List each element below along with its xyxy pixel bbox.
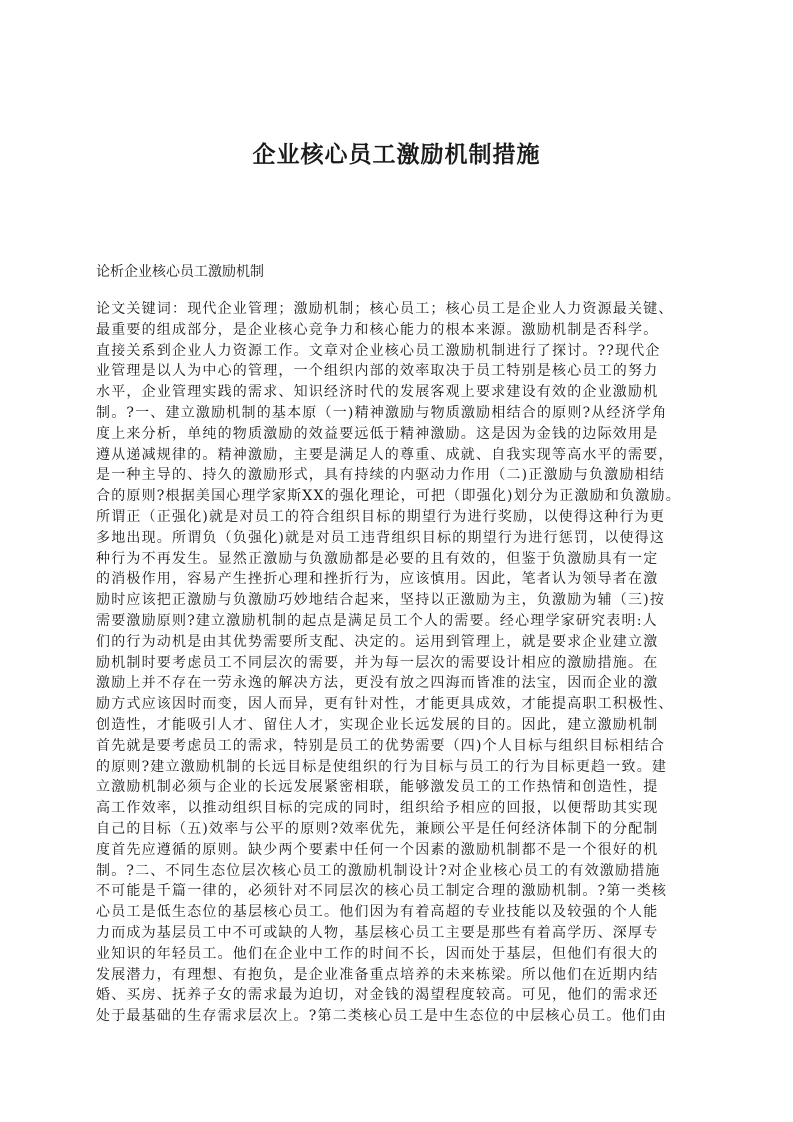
body-text-line: 心员工是低生态位的基层核心员工。他们因为有着高超的专业技能以及较强的个人能 xyxy=(96,904,659,921)
body-text-line: 励方式应该因时而变，因人而异，更有针对性，才能更具成效，才能提高职工积极性、 xyxy=(96,696,674,713)
body-text-line: 处于最基础的生存需求层次上。?第二类核心员工是中生态位的中层核心员工。他们由 xyxy=(96,1008,668,1025)
body-text-line: 多地出现。所谓负（负强化)就是对员工违背组织目标的期望行为进行惩罚，以使得这 xyxy=(96,529,666,546)
body-text-line: 自己的目标（五)效率与公平的原则?效率优先，兼顾公平是任何经济体制下的分配制 xyxy=(96,821,659,837)
body-text-line: 婚、买房、抚养子女的需求最为迫切，对金钱的渴望程度较高。可见，他们的需求还 xyxy=(96,987,659,1004)
body-text-line: 的消极作用，容易产生挫折心理和挫折行为，应该慎用。因此，笔者认为领导者在激 xyxy=(96,571,659,588)
body-text-line: 发展潜力，有理想、有抱负，是企业准备重点培养的未来栋梁。所以他们在近期内结 xyxy=(96,966,659,983)
body-text-line: 激励上并不存在一劳永逸的解决方法，更没有放之四海而皆准的法宝，因而企业的激 xyxy=(96,675,659,692)
body-text-line: 直接关系到企业人力资源工作。文章对企业核心员工激励机制进行了探讨。??现代企 xyxy=(96,342,661,359)
body-text-line: 最重要的组成部分，是企业核心竞争力和核心能力的根本来源。激励机制是否科学。 xyxy=(96,321,659,338)
body-text-line: 制。?一、建立激励机制的基本原（一)精神激励与物质激励相结合的原则?从经济学角 xyxy=(96,405,668,421)
body-text-line: 创造性，才能吸引人才、留住人才，实现企业长远发展的目的。因此，建立激励机制 xyxy=(96,717,659,733)
body-text-line: 所谓正（正强化)就是对员工的符合组织目标的期望行为进行奖励，以使得这种行为更 xyxy=(96,509,666,525)
body-text-line: 高工作效率，以推动组织目标的完成的同时，组织给予相应的回报，以便帮助其实现 xyxy=(96,800,659,817)
body-text-line: 是一种主导的、持久的激励形式，具有持续的内驱动力作用（二)正激励与负激励相结 xyxy=(96,467,666,484)
body-text-line: 的原则?建立激励机制的长远目标是使组织的行为目标与员工的行为目标更趋一致。建 xyxy=(96,758,668,775)
body-text-line: 度上来分析，单纯的物质激励的效益要远低于精神激励。这是因为金钱的边际效用是 xyxy=(96,425,659,442)
body-text-line: 水平，企业管理实践的需求、知识经济时代的发展客观上要求建设有效的企业激励机 xyxy=(96,384,659,401)
body-text-line: 论文关键词：现代企业管理；激励机制；核心员工；核心员工是企业人力资源最关键、 xyxy=(96,301,674,317)
body-text-line: 制。?二、不同生态位层次核心员工的激励机制设计?对企业核心员工的有效激励措施 xyxy=(96,862,661,879)
body-text-line: 需要激励原则?建立激励机制的起点是满足员工个人的需要。经心理学家研究表明:人 xyxy=(96,613,658,629)
body-text-line: 种行为不再发生。显然正激励与负激励都是必要的且有效的，但鉴于负激励具有一定 xyxy=(96,550,659,567)
document-subtitle: 论析企业核心员工激励机制 xyxy=(96,264,264,280)
body-text-line: 力而成为基层员工中不可或缺的人物，基层核心员工主要是那些有着高学历、深厚专 xyxy=(96,925,659,941)
body-text-line: 首先就是要考虑员工的需求，特别是员工的优势需要（四)个人目标与组织目标相结合 xyxy=(96,737,666,754)
body-text-line: 不可能是千篇一律的，必须针对不同层次的核心员工制定合理的激励机制。?第一类核 xyxy=(96,883,668,900)
body-text-line: 遵从递减规律的。精神激励，主要是满足人的尊重、成就、自我实现等高水平的需要， xyxy=(96,446,674,463)
body-text-line: 励机制时要考虑员工不同层次的需要，并为每一层次的需要设计相应的激励措施。在 xyxy=(96,654,659,671)
document-title: 企业核心员工激励机制措施 xyxy=(252,142,541,168)
body-text-line: 们的行为动机是由其优势需要所支配、决定的。运用到管理上，就是要求企业建立激 xyxy=(96,633,659,650)
body-text-line: 励时应该把正激励与负激励巧妙地结合起来，坚持以正激励为主，负激励为辅（三)按 xyxy=(96,592,666,609)
body-text-line: 业知识的年轻员工。他们在企业中工作的时间不长，因而处于基层，但他们有很大的 xyxy=(96,945,659,962)
body-text-line: 度首先应遵循的原则。缺少两个要素中任何一个因素的激励机制都不是一个很好的机 xyxy=(96,841,659,858)
body-text-line: 合的原则?根据美国心理学家斯XX的强化理论，可把（即强化)划分为正激励和负激励。 xyxy=(96,488,681,505)
body-text-line: 业管理是以人为中心的管理，一个组织内部的效率取决于员工特别是核心员工的努力 xyxy=(96,363,659,380)
body-text-line: 立激励机制必须与企业的长远发展紧密相联，能够激发员工的工作热情和创造性，提 xyxy=(96,779,659,796)
